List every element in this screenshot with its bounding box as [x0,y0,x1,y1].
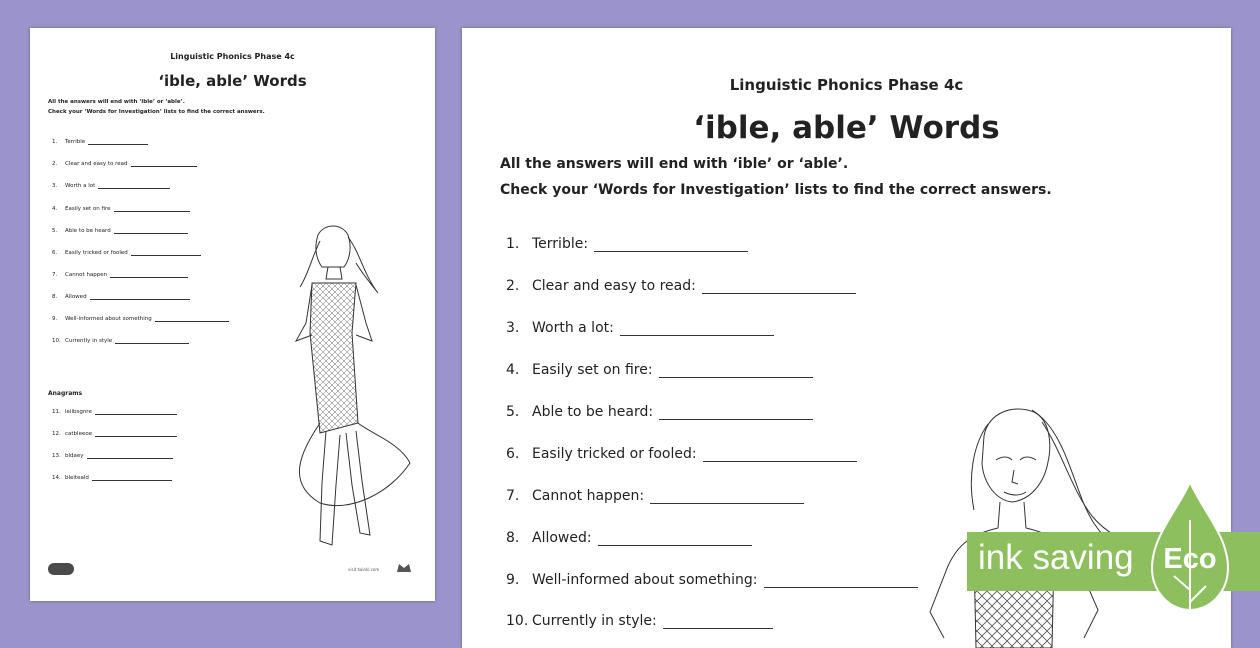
answer-line [620,334,774,336]
answer-line [764,586,918,588]
question-item [52,183,170,189]
question-text: Easily set on fire [65,206,111,212]
question-number: 5. [52,228,58,234]
question-text: Terrible [65,139,86,145]
answer-line [95,414,177,415]
question-item [52,316,229,322]
ink-saving-eco-badge [967,480,1260,630]
question-number: 1. [506,236,520,252]
question-item [52,206,190,212]
question-text: Easily tricked or fooled: [532,446,697,462]
question-text: Worth a lot [65,183,96,189]
answer-line [95,436,177,437]
answer-line [110,277,188,278]
question-text: Worth a lot: [532,320,614,336]
question-number: 10. [506,613,529,629]
question-number: 7. [506,488,520,504]
worksheet-title: ‘ible, able’ Words [158,72,307,90]
question-item [52,228,188,234]
question-text: Well-informed about something [65,316,152,322]
question-text: Allowed [65,294,87,300]
question-text: Able to be heard [65,228,111,234]
question-text: Clear and easy to read: [532,278,696,294]
girl-illustration [260,223,420,558]
answer-line [598,544,752,546]
question-text: Easily set on fire: [532,362,653,378]
anagrams-heading: Anagrams [48,390,83,397]
answer-line [663,627,773,629]
anagram-item [52,453,173,459]
worksheet-thumbnail[interactable] [30,28,435,601]
anagram-text: bleiteald [65,475,89,481]
question-number: 8. [52,294,58,300]
twinkl-logo [48,563,74,575]
question-item [52,294,190,300]
answer-line [659,376,813,378]
question-text: Allowed: [532,530,592,546]
answer-line [702,292,856,294]
question-number: 13. [52,453,61,459]
answer-line [650,502,804,504]
eco-label: Eco [1163,543,1217,575]
question-item [52,338,189,344]
question-number: 7. [52,272,58,278]
ink-saving-label: ink saving [978,538,1134,577]
question-number: 12. [52,431,61,437]
question-text: Well-informed about something: [532,572,758,588]
worksheet-instructions: Check your ‘Words for Investigation’ lists to find the correct answers. [48,109,265,115]
answer-line [659,418,813,420]
question-text: Able to be heard: [532,404,654,420]
question-number: 6. [506,446,520,462]
answer-line [131,255,201,256]
answer-line [114,233,188,234]
question-number: 5. [506,404,520,420]
answer-line [87,458,173,459]
answer-line [115,343,189,344]
question-number: 8. [506,530,520,546]
question-number: 2. [52,161,58,167]
question-item [52,139,148,145]
question-number: 1. [52,139,58,145]
question-number: 2. [506,278,520,294]
question-number: 3. [52,183,58,189]
worksheet-intro: All the answers will end with ‘ible’ or ‘able’. [48,99,185,105]
answer-line [98,188,170,189]
question-text: Currently in style: [532,613,657,629]
answer-line [155,321,229,322]
question-text: Terrible: [532,236,589,252]
worksheet-intro: All the answers will end with ‘ible’ or ‘able’. [500,156,849,172]
answer-line [90,299,190,300]
question-item [506,572,918,588]
question-text: Currently in style [65,338,113,344]
question-item [52,250,201,256]
question-item [52,161,197,167]
question-item [506,362,813,378]
question-number: 11. [52,409,61,415]
question-item [52,272,188,278]
question-text: Cannot happen [65,272,108,278]
question-item [506,530,752,546]
question-number: 4. [506,362,520,378]
worksheet-phase: Linguistic Phonics Phase 4c [170,52,295,61]
question-number: 10. [52,338,61,344]
question-item [506,488,804,504]
question-number: 14. [52,475,61,481]
question-item [506,613,773,629]
anagram-text: leiibsgnre [65,409,92,415]
question-item [506,236,748,252]
answer-line [703,460,857,462]
question-number: 3. [506,320,520,336]
question-text: Clear and easy to read [65,161,128,167]
question-text: Cannot happen: [532,488,645,504]
worksheet-phase: Linguistic Phonics Phase 4c [729,76,964,94]
question-number: 6. [52,250,58,256]
question-item [506,446,857,462]
answer-line [92,480,172,481]
answer-line [131,166,197,167]
question-number: 9. [52,316,58,322]
anagram-text: bldaey [65,453,84,459]
worksheet-instructions: Check your ‘Words for Investigation’ lists to find the correct answers. [500,182,1052,198]
worksheet-title: ‘ible, able’ Words [693,110,1000,146]
anagram-item [52,409,177,415]
answer-line [114,211,190,212]
question-text: Easily tricked or fooled [65,250,128,256]
crown-logo [395,560,413,574]
answer-line [88,144,148,145]
anagram-text: catbleeoe [65,431,93,437]
question-number: 9. [506,572,520,588]
anagram-item [52,431,177,437]
footer-text: visit twinkl.com [348,567,380,572]
question-number: 4. [52,206,58,212]
anagram-item [52,475,172,481]
answer-line [594,250,748,252]
question-item [506,278,856,294]
question-item [506,404,813,420]
question-item [506,320,774,336]
